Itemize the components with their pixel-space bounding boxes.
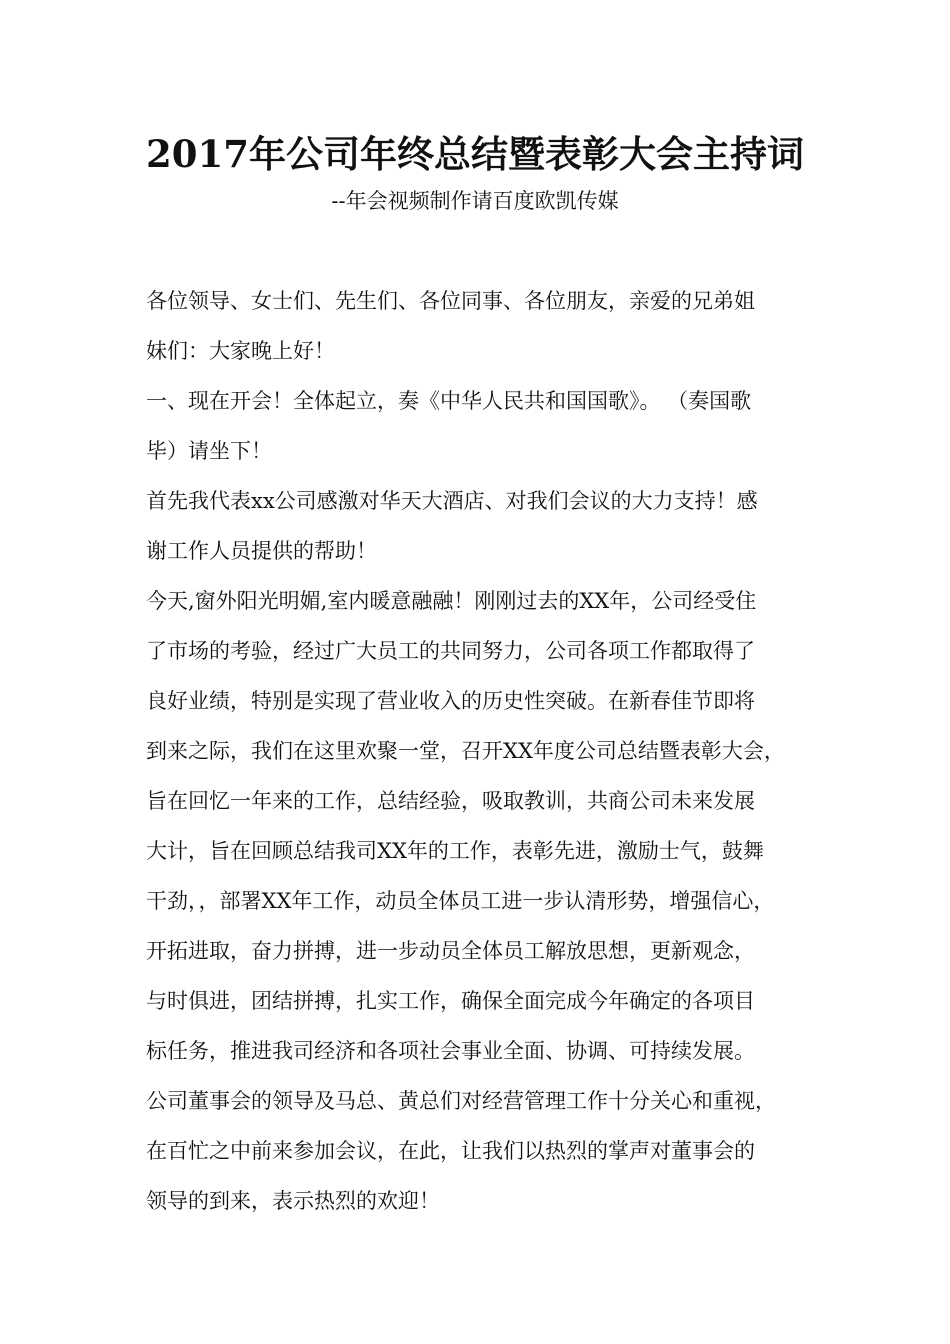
- body-line: 大计，旨在回顾总结我司XX年的工作，表彰先进，激励士气，鼓舞: [146, 839, 764, 863]
- body-line: 领导的到来，表示热烈的欢迎！: [146, 1189, 440, 1213]
- body-line: 首先我代表xx公司感激对华天大酒店、对我们会议的大力支持！感: [146, 489, 758, 513]
- body-line: 到来之际，我们在这里欢聚一堂，召开XX年度公司总结暨表彰大会，: [146, 739, 785, 763]
- body-line: 在百忙之中前来参加会议，在此，让我们以热烈的掌声对董事会的: [146, 1139, 755, 1163]
- body-line: 毕）请坐下！: [146, 439, 272, 463]
- document-subtitle: --年会视频制作请百度欧凯传媒: [331, 189, 619, 213]
- body-line: 公司董事会的领导及马总、黄总们对经营管理工作十分关心和重视，: [146, 1089, 776, 1113]
- body-line: 标任务，推进我司经济和各项社会事业全面、协调、可持续发展。: [146, 1039, 755, 1063]
- body-line: 今天,窗外阳光明媚,室内暖意融融！刚刚过去的XX年，公司经受住: [146, 589, 757, 613]
- body-line: 了市场的考验，经过广大员工的共同努力，公司各项工作都取得了: [146, 639, 755, 663]
- body-line: 干劲，，部署XX年工作，动员全体员工进一步认清形势，增强信心，: [146, 889, 775, 913]
- body-line: 一、现在开会！全体起立，奏《中华人民共和国国歌》。 （奏国歌: [146, 389, 752, 413]
- body-line: 谢工作人员提供的帮助！: [146, 539, 377, 563]
- body-line: 与时俱进，团结拼搏，扎实工作，确保全面完成今年确定的各项目: [146, 989, 755, 1013]
- body-line: 旨在回忆一年来的工作，总结经验，吸取教训，共商公司未来发展: [146, 789, 755, 813]
- body-line: 各位领导、女士们、先生们、各位同事、各位朋友，亲爱的兄弟姐: [146, 289, 755, 313]
- document-title: 2017年公司年终总结暨表彰大会主持词: [146, 132, 804, 176]
- body-line: 良好业绩，特别是实现了营业收入的历史性突破。在新春佳节即将: [146, 689, 755, 713]
- body-line: 妹们：大家晚上好！: [146, 339, 335, 363]
- body-line: 开拓进取，奋力拼搏，进一步动员全体员工解放思想，更新观念，: [146, 939, 755, 963]
